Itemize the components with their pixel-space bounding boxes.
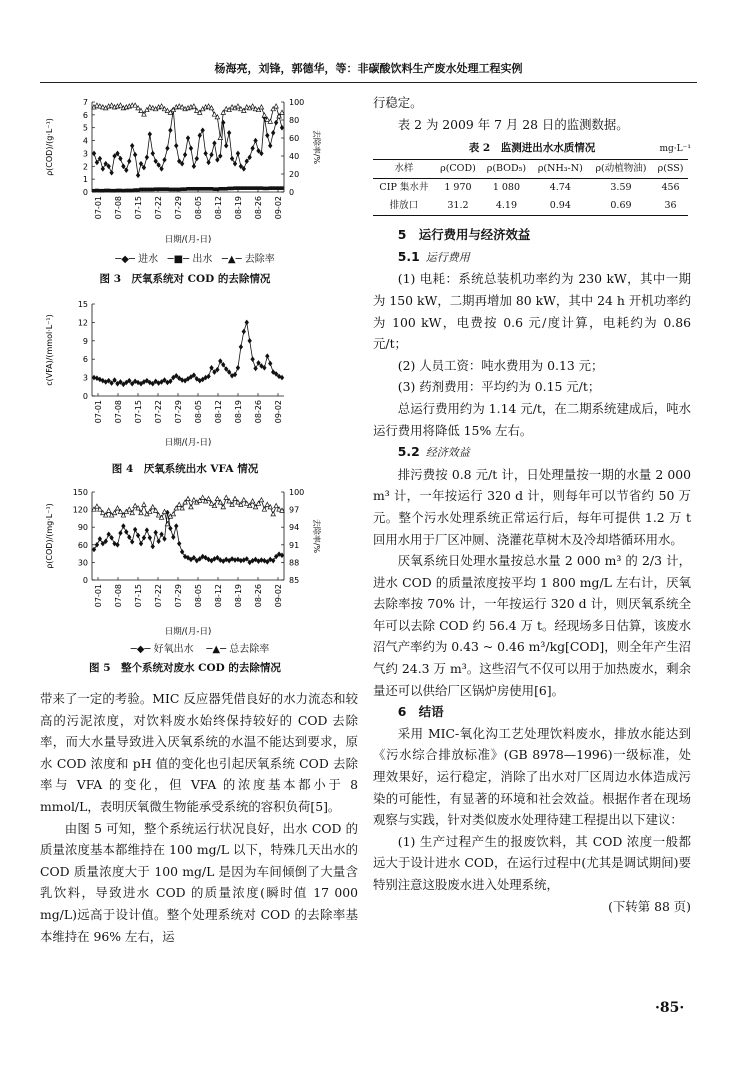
data-point — [177, 502, 181, 506]
data-point — [242, 329, 246, 335]
x-tick-label: 07-01 — [94, 400, 103, 424]
fig3-chart — [40, 92, 330, 262]
data-point — [192, 163, 196, 169]
table2-header: 水样 — [394, 163, 414, 175]
data-point — [109, 170, 113, 176]
x-tick-label: 07-22 — [154, 400, 163, 424]
table2-cell: CIP 集水井 — [379, 182, 429, 194]
y-tick-label: 4 — [82, 136, 88, 146]
y2-tick-label: 97 — [289, 505, 300, 515]
data-point — [224, 495, 228, 499]
table2-cell: 4.19 — [495, 200, 517, 212]
data-point — [165, 145, 169, 151]
right-paragraph-5: 总运行费用约为 1.14 元/t，在二期系统建成后，吨水运行费用将降低 15% 左右。 — [373, 400, 691, 438]
x-tick-label: 09-02 — [274, 584, 283, 608]
x-tick-label: 07-15 — [134, 584, 143, 608]
x-axis-label: 日期/(月-日) — [164, 627, 212, 637]
data-point — [206, 160, 210, 166]
data-point — [133, 503, 137, 507]
fig5-legend-total-label: 总去除率 — [229, 644, 270, 655]
data-point — [142, 535, 146, 541]
data-point — [186, 135, 190, 141]
fig4-caption: 图 4 厌氧系统出水 VFA 情况 — [111, 463, 259, 475]
y-tick-label: 120 — [72, 505, 88, 515]
x-tick-label: 07-15 — [134, 196, 143, 220]
data-point — [206, 104, 210, 108]
data-point — [92, 151, 96, 157]
table-row — [373, 179, 688, 198]
y2-tick-label: 80 — [289, 116, 300, 125]
data-point — [118, 103, 122, 107]
y-tick-label: 15 — [77, 300, 88, 309]
data-point — [206, 496, 210, 500]
data-point — [168, 127, 172, 133]
data-point — [186, 496, 190, 500]
x-tick-label: 08-05 — [194, 196, 203, 220]
y-tick-label: 150 — [72, 488, 88, 497]
x-tick-label: 08-26 — [254, 584, 263, 608]
fig5-legend-aerobic-label: 好氧出水 — [153, 644, 194, 655]
fig3-caption: 图 3 厌氧系统对 COD 的去除情况 — [99, 273, 271, 285]
fig3-legend — [95, 250, 295, 265]
section-5-1-heading — [373, 246, 691, 269]
x-tick-label: 07-01 — [94, 196, 103, 220]
data-point — [250, 145, 254, 151]
data-point — [271, 130, 275, 136]
y-tick-label: 7 — [82, 98, 88, 107]
section-5-2-title: 经济效益 — [425, 446, 470, 460]
y-tick-label: 5 — [82, 123, 88, 133]
y2-axis-label: 去除率/% — [312, 518, 321, 554]
data-point — [115, 506, 119, 510]
right-paragraph-1: 表 2 为 2009 年 7 月 28 日的监测数据。 — [397, 116, 629, 132]
data-point — [271, 512, 275, 516]
fig5-legend-aerobic: ─◆─ 好氧出水 — [130, 644, 194, 655]
table2-unit: mg·L⁻¹ — [659, 144, 691, 155]
y-tick-label: 3 — [82, 149, 88, 159]
data-point — [189, 145, 193, 151]
x-tick-label: 07-08 — [114, 584, 123, 608]
y2-tick-label: 20 — [289, 170, 300, 179]
data-point — [121, 523, 125, 529]
data-point — [239, 344, 243, 350]
data-point — [250, 356, 254, 362]
data-point — [106, 508, 110, 512]
right-paragraph-2: (1) 电耗：系统总装机功率约为 230 kW，其中一期为 150 kW，二期再增加 80 kW，其中 24 h 开机功率约为 100 kW，电费按 0.6 元/度计算，电耗约为 0.86 元/t； — [373, 271, 691, 352]
data-point — [118, 530, 122, 536]
right-text-column — [373, 92, 691, 917]
data-point — [127, 507, 131, 511]
data-point — [171, 512, 175, 516]
data-point — [95, 504, 99, 508]
data-point — [203, 151, 207, 157]
data-point — [259, 498, 263, 502]
data-point — [151, 505, 155, 509]
y-tick-label: 3 — [82, 373, 88, 383]
data-point — [250, 104, 254, 108]
x-tick-label: 07-01 — [94, 584, 103, 608]
fig3-legend-removal: ─▲─ 去除率 — [221, 254, 275, 265]
table2-cell: 36 — [664, 200, 677, 212]
x-axis-label: 日期/(月-日) — [164, 438, 212, 448]
table2-cell: 3.59 — [610, 182, 632, 194]
data-point — [268, 361, 272, 367]
table2-cell: 31.2 — [447, 200, 469, 212]
table2-header: ρ(NH₃-N) — [537, 163, 583, 175]
x-tick-label: 08-05 — [194, 400, 203, 424]
y-tick-label: 0 — [82, 576, 88, 585]
right-paragraph-0: 行稳定。 — [373, 95, 423, 110]
data-point — [274, 104, 278, 108]
data-point — [215, 496, 219, 500]
section-5-1-number: 5.1 — [397, 248, 420, 264]
data-point — [268, 143, 272, 149]
table2-header-row — [373, 160, 688, 179]
x-tick-label: 08-12 — [214, 400, 223, 424]
data-point — [145, 154, 149, 160]
fig5-caption: 图 5 整个系统对废水 COD 的去除情况 — [89, 662, 281, 674]
x-tick-label: 08-19 — [234, 584, 243, 608]
data-point — [133, 527, 137, 533]
y2-tick-label: 100 — [289, 98, 305, 107]
fig5-legend — [105, 640, 295, 655]
right-paragraph-3: (2) 人员工资：吨水费用为 0.13 元； — [397, 357, 604, 373]
left-text-column — [40, 688, 358, 947]
section-5-heading: 5 运行费用与经济效益 — [397, 227, 531, 243]
data-point — [142, 502, 146, 506]
data-point — [280, 186, 284, 190]
data-point — [259, 105, 263, 109]
data-point — [265, 502, 269, 506]
data-point — [236, 365, 240, 371]
data-point — [177, 541, 181, 547]
y-tick-label: 12 — [77, 318, 88, 328]
y-tick-label: 6 — [82, 355, 88, 365]
fig3-legend-inflow-label: 进水 — [138, 254, 159, 265]
data-point — [162, 157, 166, 163]
data-point — [156, 538, 160, 544]
section-5-2-heading — [373, 441, 691, 464]
data-point — [148, 131, 152, 137]
x-axis-label: 日期/(月-日) — [164, 235, 212, 245]
y2-tick-label: 60 — [289, 134, 300, 143]
fig3-legend-removal-label: 去除率 — [244, 254, 275, 265]
x-tick-label: 09-02 — [274, 400, 283, 424]
data-point — [174, 523, 178, 529]
left-paragraph-2: 由图 5 可知，整个系统运行状况良好，出水 COD 的质量浓度基本都维持在 100 mg/L 以下，特殊几天出水的 COD 质量浓度大于 100 mg/L 是因为车间倾倒了大量含乳饮料，导致进水 COD 的质量浓度(瞬时值 17 000 mg/L)远高于设计值。整个处理系统对 COD 的去除率基本维持在 96% 左右，运 — [40, 820, 358, 944]
y-tick-label: 6 — [82, 110, 88, 120]
data-point — [145, 527, 149, 533]
data-point — [162, 509, 166, 513]
data-point — [250, 499, 254, 503]
y2-tick-label: 100 — [289, 488, 305, 497]
data-point — [151, 151, 155, 157]
fig4-chart — [40, 294, 330, 456]
data-point — [153, 530, 157, 536]
section-6-heading: 6 结语 — [397, 704, 444, 720]
y-axis-label: ρ(COD)/(g·L⁻¹) — [45, 118, 54, 176]
header-rule — [40, 82, 697, 83]
data-point — [168, 526, 172, 532]
table2-title: 表 2 监测进出水水质情况 — [468, 142, 596, 155]
y2-tick-label: 85 — [289, 576, 300, 585]
data-point — [242, 498, 246, 502]
running-header: 杨海亮，刘锋，郭德华，等：非碳酸饮料生产废水处理工程实例 — [214, 62, 523, 75]
table2-cell: 1 970 — [444, 182, 472, 194]
fig3-legend-inflow: ─◆─ 进水 — [115, 254, 159, 265]
right-paragraph-9: (1) 生产过程产生的报废饮料，其 COD 浓度一般都远大于设计进水 COD，在运行过程中(尤其是调试期间)要特别注意这股废水进入处理系统， — [373, 833, 691, 892]
series-line-1 — [94, 322, 282, 384]
data-point — [212, 140, 216, 146]
table2-header: ρ(COD) — [440, 163, 476, 175]
x-tick-label: 07-22 — [154, 196, 163, 220]
data-point — [195, 156, 199, 162]
data-point — [280, 125, 284, 131]
data-point — [262, 113, 266, 117]
y2-tick-label: 94 — [289, 523, 300, 533]
x-tick-label: 07-29 — [174, 584, 183, 608]
data-point — [280, 110, 284, 114]
y-axis-label: ρ(COD)/(mg·L⁻¹) — [45, 503, 54, 569]
table-row — [373, 197, 688, 216]
y-tick-label: 90 — [77, 523, 88, 533]
x-tick-label: 07-22 — [154, 584, 163, 608]
y2-tick-label: 91 — [289, 540, 300, 550]
y-tick-label: 2 — [82, 162, 88, 172]
y-axis-label: c(VFA)/(mmol·L⁻¹) — [45, 314, 54, 386]
y2-tick-label: 0 — [289, 188, 295, 197]
x-tick-label: 07-15 — [134, 400, 143, 424]
fig3-legend-outflow: ─■─ 出水 — [167, 254, 213, 265]
table2-cell: 456 — [661, 182, 680, 194]
x-tick-label: 08-19 — [234, 400, 243, 424]
data-point — [159, 104, 163, 108]
x-tick-label: 07-29 — [174, 400, 183, 424]
data-point — [109, 103, 113, 107]
x-tick-label: 07-08 — [114, 400, 123, 424]
x-tick-label: 08-12 — [214, 584, 223, 608]
section-5-2-number: 5.2 — [397, 444, 420, 460]
continued-note: (下转第 88 页) — [608, 898, 691, 914]
data-point — [265, 133, 269, 139]
data-point — [236, 151, 240, 157]
x-tick-label: 08-26 — [254, 400, 263, 424]
data-point — [200, 495, 204, 499]
x-tick-label: 07-08 — [114, 196, 123, 220]
data-point — [136, 172, 140, 178]
data-point — [151, 544, 155, 550]
data-point — [212, 112, 216, 116]
x-tick-label: 08-26 — [254, 196, 263, 220]
fig5-chart — [40, 484, 330, 652]
y-tick-label: 30 — [77, 558, 88, 568]
table2-header: ρ(BOD₅) — [486, 163, 527, 175]
y-tick-label: 9 — [82, 336, 88, 346]
table2-title-row — [373, 141, 691, 155]
y2-axis-label: 去除率/% — [312, 129, 321, 165]
y-tick-label: 1 — [82, 175, 88, 185]
data-point — [192, 498, 196, 502]
data-point — [209, 152, 213, 158]
data-point — [192, 104, 196, 108]
y2-tick-label: 40 — [289, 152, 300, 161]
data-point — [139, 541, 143, 547]
table2-cell: 排放口 — [389, 200, 419, 212]
data-point — [265, 353, 269, 359]
section-5-1-title: 运行费用 — [425, 250, 470, 264]
left-paragraph-1: 带来了一定的考验。MIC 反应器凭借良好的水力流态和较高的污泥浓度，对饮料废水始终保持较好的 COD 去除率，而大水量导致进入厌氧系统的水温不能达到要求，原水 COD 浓度和 pH 值的变化也引起厌氧系统 COD 去除率与 VFA 的变化，但 VFA 的浓度基本都小于 8 mmol/L，表明厌氧微生物能承受系统的容积负荷[5]。 — [40, 691, 358, 814]
x-tick-label: 09-02 — [274, 196, 283, 220]
x-tick-label: 07-29 — [174, 196, 183, 220]
table2 — [373, 141, 691, 216]
table2-header: ρ(动植物油) — [595, 163, 647, 175]
data-point — [133, 152, 137, 158]
x-tick-label: 08-12 — [214, 196, 223, 220]
table2-cell: 1 080 — [492, 182, 521, 194]
page-number: ·85· — [655, 1000, 685, 1016]
data-point — [130, 143, 134, 149]
y-tick-label: 0 — [82, 392, 88, 401]
data-point — [245, 320, 249, 326]
data-point — [174, 143, 178, 149]
y-tick-label: 60 — [77, 540, 88, 550]
table2-cell: 0.69 — [610, 200, 632, 212]
x-tick-label: 08-05 — [194, 584, 203, 608]
right-paragraph-8: 采用 MIC-氧化沟工艺处理饮料废水，排放水能达到《污水综合排放标准》(GB 8978—1996)一级标准，处理效果好，运行稳定，消除了出水对厂区周边水体造成污染的可能性，有显著的环境和社会效益。根据作者在现场观察与实践，针对类似废水处理待建工程提出以下建议： — [373, 725, 691, 828]
x-tick-label: 08-19 — [234, 196, 243, 220]
y2-tick-label: 88 — [289, 558, 300, 568]
data-point — [236, 104, 240, 108]
data-point — [136, 533, 140, 539]
data-point — [224, 143, 228, 149]
table2-cell: 0.94 — [549, 200, 571, 212]
data-point — [127, 158, 131, 164]
y-tick-label: 0 — [82, 188, 88, 197]
data-point — [183, 152, 187, 158]
table2-grid — [373, 159, 688, 216]
data-point — [274, 503, 278, 507]
right-paragraph-6: 排污费按 0.8 元/t 计，日处理量按一期的水量 2 000 m³ 计，一年按运行 320 d 计，则每年可以节省约 50 万元。整个污水处理系统正常运行后，每年可提供 1.2 万 t 回用水用于厂区冲厕、浇灌花草树木及冷却塔循环用水。 — [373, 466, 691, 547]
table2-header: ρ(SS) — [657, 163, 684, 175]
table2-cell: 4.74 — [549, 182, 571, 194]
data-point — [227, 130, 231, 136]
fig3-legend-outflow-label: 出水 — [192, 254, 213, 265]
data-point — [253, 366, 257, 372]
data-point — [189, 505, 193, 509]
data-point — [171, 534, 175, 540]
data-point — [274, 120, 278, 126]
data-point — [247, 338, 251, 344]
data-point — [253, 138, 257, 144]
right-paragraph-7: 厌氧系统日处理水量按总水量 2 000 m³ 的 2/3 计，进水 COD 的质量浓度按平均 1 800 mg/L 左右计，厌氧去除率按 70% 计，一年按运行 320 d 计，则厌氧系统全年可以去除 COD 约 56.4 万 t。经现场多日估算，该废水沼气产率约为 0.43 ~ 0.46 m³/kg[COD]，则全年产生沼气约 24.3 万 m³。这些沼气不仅可以用于加热废水，剩余量还可以供给厂区锅炉房使用[6]。 — [373, 553, 691, 698]
right-paragraph-4: (3) 药剂费用：平均约为 0.15 元/t； — [397, 379, 601, 395]
fig5-legend-total: ─▲─ 总去除率 — [206, 644, 270, 655]
data-point — [148, 535, 152, 541]
data-point — [233, 496, 237, 500]
